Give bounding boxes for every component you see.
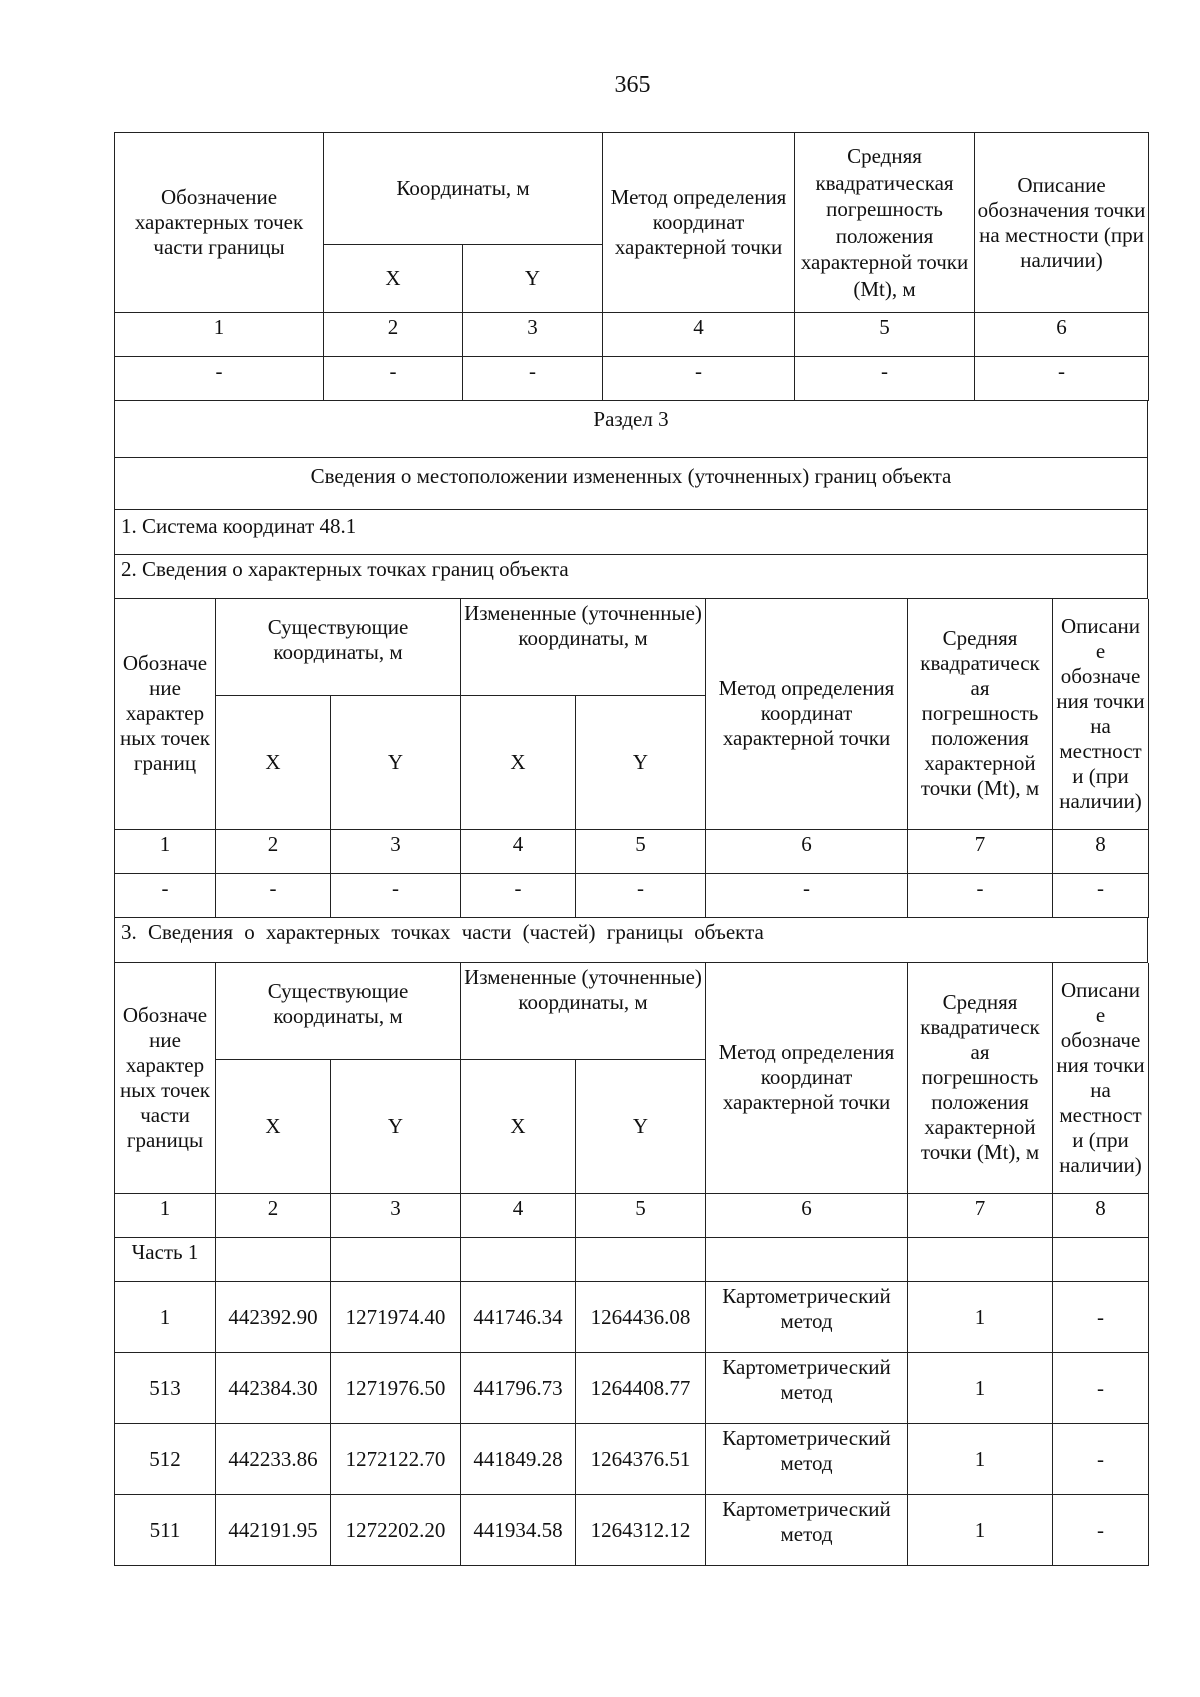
table-row: 1 442392.90 1271974.40 441746.34 1264436.08 Картометрический метод 1 - bbox=[115, 1282, 1149, 1353]
header-existing-y: Y bbox=[331, 1060, 461, 1194]
header-error: Средняя квадратическая погрешность положения характерной точки (Mt), м bbox=[795, 133, 975, 313]
header-existing-x: X bbox=[216, 696, 331, 830]
header-existing-coordinates: Существующие координаты, м bbox=[216, 599, 461, 696]
header-method: Метод определения координат характерной точки bbox=[706, 599, 908, 830]
coordinate-system: 1. Система координат 48.1 bbox=[115, 509, 1148, 554]
header-description: Описани е обозначе ния точки на местност и (при наличии) bbox=[1053, 963, 1149, 1194]
table-row: 512 442233.86 1272122.70 441849.28 1264376.51 Картометрический метод 1 - bbox=[115, 1424, 1149, 1495]
header-error: Средняя квадратическ ая погрешность положения характерной точки (Mt), м bbox=[908, 963, 1053, 1194]
header-changed-y: Y bbox=[576, 696, 706, 830]
table-row: - - - - - - - - bbox=[115, 874, 1149, 918]
section-subtitle: Сведения о местоположении измененных (уточненных) границ объекта bbox=[115, 457, 1148, 509]
header-description: Описание обозначения точки на местности (при наличии) bbox=[975, 133, 1149, 313]
header-changed-x: X bbox=[461, 696, 576, 830]
section-title: Раздел 3 bbox=[115, 401, 1148, 457]
page-number: 365 bbox=[614, 72, 651, 98]
table-row: 511 442191.95 1272202.20 441934.58 1264312.12 Картометрический метод 1 - bbox=[115, 1495, 1149, 1566]
header-changed-x: X bbox=[461, 1060, 576, 1194]
part-points-title: 3. Сведения о характерных точках части (частей) границы объекта bbox=[115, 918, 1148, 962]
header-x: X bbox=[324, 245, 463, 313]
column-numbers-row: 1 2 3 4 5 6 7 8 bbox=[115, 1194, 1149, 1238]
header-method: Метод определения координат характерной точки bbox=[603, 133, 795, 313]
header-coordinates: Координаты, м bbox=[324, 133, 603, 245]
header-changed-coordinates: Измененные (уточненные) координаты, м bbox=[461, 963, 706, 1060]
column-numbers-row: 1 2 3 4 5 6 bbox=[115, 313, 1149, 357]
header-existing-coordinates: Существующие координаты, м bbox=[216, 963, 461, 1060]
header-designation: Обозначе ние характер ных точек границ bbox=[115, 599, 216, 830]
part-label: Часть 1 bbox=[115, 1238, 216, 1282]
part-points-table bbox=[114, 963, 1149, 1567]
header-designation: Обозначе ние характер ных точек части границы bbox=[115, 963, 216, 1194]
boundary-points-table bbox=[114, 599, 1149, 919]
header-existing-x: X bbox=[216, 1060, 331, 1194]
header-existing-y: Y bbox=[331, 696, 461, 830]
header-designation: Обозначение характерных точек части границы bbox=[115, 133, 324, 313]
header-method: Метод определения координат характерной точки bbox=[706, 963, 908, 1194]
header-changed-coordinates: Измененные (уточненные) координаты, м bbox=[461, 599, 706, 696]
header-description: Описани е обозначе ния точки на местност и (при наличии) bbox=[1053, 599, 1149, 830]
boundary-points-title: 2. Сведения о характерных точках границ объекта bbox=[115, 554, 1148, 598]
section-block bbox=[114, 401, 1148, 599]
part-label-row bbox=[115, 1238, 1149, 1282]
table-row: - - - - - - bbox=[115, 357, 1149, 401]
header-y: Y bbox=[463, 245, 603, 313]
part-points-heading bbox=[114, 918, 1148, 963]
header-error: Средняя квадратическ ая погрешность положения характерной точки (Mt), м bbox=[908, 599, 1053, 830]
column-numbers-row: 1 2 3 4 5 6 7 8 bbox=[115, 830, 1149, 874]
document-sheet bbox=[114, 132, 1148, 1566]
table-row: 513 442384.30 1271976.50 441796.73 1264408.77 Картометрический метод 1 - bbox=[115, 1353, 1149, 1424]
header-changed-y: Y bbox=[576, 1060, 706, 1194]
part-boundary-table bbox=[114, 132, 1149, 401]
